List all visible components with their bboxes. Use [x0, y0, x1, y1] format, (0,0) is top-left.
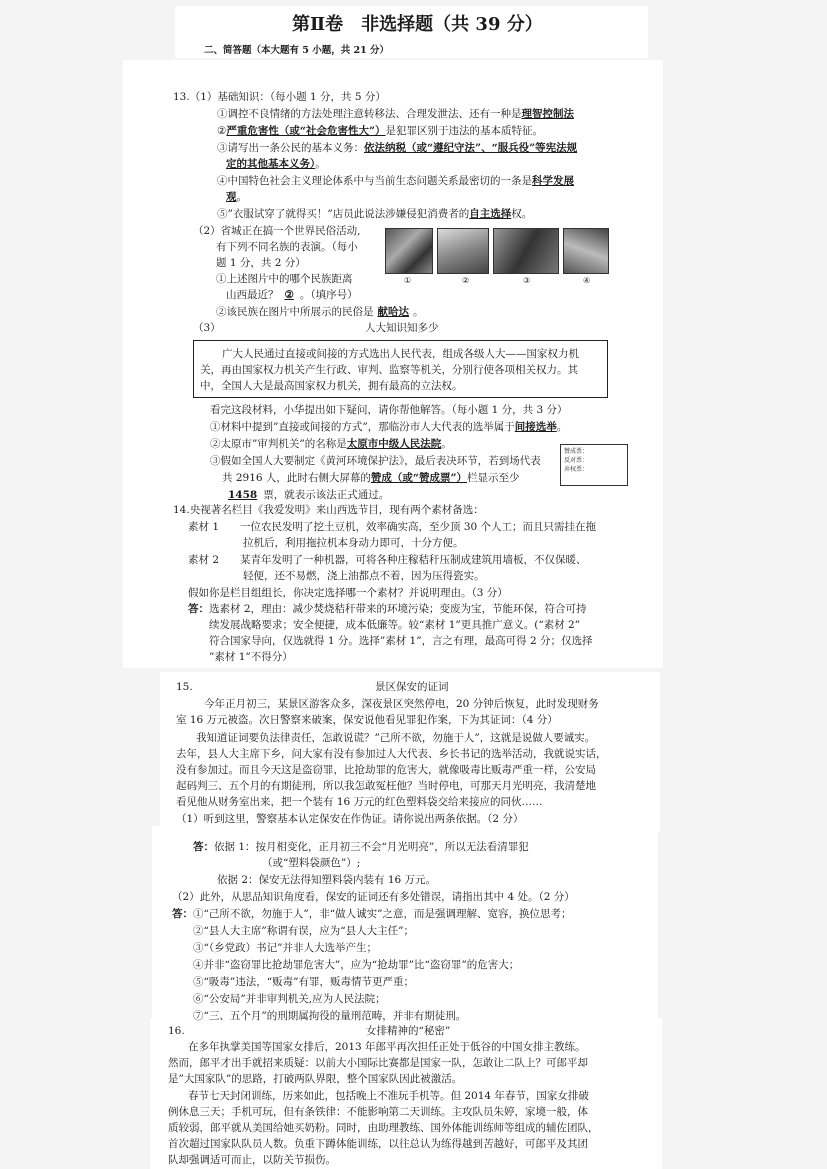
- q13-item5-answer: 自主选择: [469, 208, 512, 220]
- photo-label-1: ①: [404, 276, 412, 285]
- q13-part2-line2: 有下列不同名族的表演。（每小: [216, 241, 358, 253]
- q13-part2-q1: ①上述图片中的哪个民族距离: [216, 273, 353, 285]
- q13-part3-prompt: 看完这段材料，小华提出如下疑问，请你帮他解答。（每小题 1 分，共 3 分）: [210, 404, 568, 416]
- box-line3: 中，全国人大是最高国家权力机关，拥有最高的立法权。: [200, 380, 463, 392]
- q14-answer-label: 答：: [188, 603, 209, 615]
- q13-part2-q1-cont: [226, 288, 358, 302]
- box-line1: 广大人民通过直接或间接的方式选出人民代表，组成各级人大——国家权力机: [222, 348, 579, 360]
- q13-part3-q3-votes: 1458: [228, 489, 258, 501]
- q15-testimony3: 没有参加过。而且今天这是盗窃罪，比抢劫罪的危害大，就像吸毒比贩毒严重一样，公安局: [176, 764, 596, 776]
- q13-part3-num: （3）: [193, 322, 221, 334]
- q13-part3-q3-cont: [222, 471, 520, 485]
- q14-material1-line2: 拉机后，利用拖拉机本身动力即可，十分方便。: [243, 537, 464, 549]
- q16-line1: 在多年执掌美国等国家女排后，2013 年郎平再次担任正处于低谷的中国女排主教练。: [188, 1041, 586, 1053]
- q13-item1: [217, 107, 574, 121]
- q15-num: 15.: [176, 681, 193, 693]
- q14-answer-line2: 续发展战略要求；安全便捷，成本低廉等。较“素材 1”更具推广意义。(“素材 2”: [209, 619, 581, 631]
- q13-part3-q3-cont2: [222, 488, 389, 502]
- q14-material2-line1: 某青年发明了一种机器，可将各种庄稼秸秆压制成建筑用墙板，不仅保暖、: [240, 554, 587, 566]
- folk-photo-3: [493, 228, 559, 274]
- q16-line7: 首次超过国家队队员人数。负重下蹲体能训练，以往总认为练得越到苦越好，可郎平及其团: [168, 1138, 588, 1150]
- q13-item3-text: ③请写出一条公民的基本义务：: [217, 142, 364, 154]
- q13-intro: 13.（1）基础知识：（每小题 1 分，共 5 分）: [173, 91, 386, 103]
- photo-label-4: ④: [583, 276, 591, 285]
- q13-part2-line3: 题 1 分，共 2 分）: [216, 257, 306, 269]
- q13-part2-q1-text: 山西最近？: [226, 289, 279, 301]
- q13-part2-q2-text: ②该民族在图片中所展示的民俗是: [216, 306, 374, 318]
- q13-item2-text: 是犯罪区别于违法的基本质特征。: [385, 125, 544, 137]
- q14-answer-line3: 符合国家导向，仅选就得 1 分。选择”素材 1”，言之有理，最高可得 2 分；仅选择: [209, 635, 593, 647]
- q13-item5-end: 权。: [511, 208, 533, 220]
- vote-screen-yes: 赞成票：: [564, 448, 589, 455]
- q13-item4: [217, 174, 574, 188]
- q13-part2-q1-answer: ②: [284, 289, 294, 301]
- photo-label-2: ②: [462, 276, 470, 285]
- vote-screen-no: 反对票：: [564, 457, 589, 464]
- q15-error5: ⑤“吸毒”违法，“贩毒”有罪，贩毒情节更严重；: [193, 976, 414, 988]
- q16-line3: 是”大国家队”的思路，打破两队界限，整个国家队因此被激活。: [168, 1073, 463, 1085]
- vote-screen: [560, 444, 628, 486]
- q14-question: 假如你是栏目组组长，你决定选择哪一个素材？并说明理由。（3 分）: [188, 587, 508, 599]
- q13-part2-q2: [216, 305, 424, 319]
- photo-label-3: ③: [523, 276, 531, 285]
- q15-title: 景区保安的证词: [375, 681, 449, 693]
- q15-para1: 今年正月初三，某景区游客众多，深夜景区突然停电，20 分钟后恢复，此时发现财务: [204, 698, 599, 710]
- section-heading: 二、简答题（本大题有 5 小题，共 21 分）: [204, 45, 390, 56]
- q16-title: 女排精神的“秘密”: [366, 1025, 451, 1037]
- q13-part3-q2: [210, 437, 452, 451]
- page-title: 第Ⅱ卷 非选择题（共 39 分）: [292, 14, 543, 35]
- q15-para2: 室 16 万元被盗。次日警察来破案，保安说他看见罪犯作案，下为其证词：（4 分）: [176, 714, 558, 726]
- q13-item3-cont: [226, 157, 326, 171]
- q15-answer2-label: 答：: [172, 908, 193, 920]
- q13-item5-text: ⑤”衣服试穿了就得买！”店员此说法涉嫌侵犯消费者的: [217, 208, 470, 220]
- q13-item3: [217, 141, 577, 155]
- q14-intro: 14.央视著名栏目《我爱发明》来山西选节目，现有两个素材备选：: [173, 504, 484, 516]
- q15-question2: （2）此外，从思品知识角度看，保安的证词还有多处错误，请指出其中 4 处。（2 分）: [172, 891, 575, 903]
- q15-error6: ⑥“公安局”并非审判机关,应为人民法院；: [193, 993, 386, 1005]
- q15-error4: ④并非“盗窃罪比抢劫罪危害大”，应为“抢劫罪”比“盗窃罪”的危害大；: [193, 959, 520, 971]
- q13-part3-q2-text: ②太原市”审判机关”的名称是: [210, 438, 347, 450]
- q13-part2-q2-end: 。: [413, 306, 424, 318]
- folk-photo-2: [437, 228, 489, 274]
- npc-material-box: [193, 340, 608, 398]
- q15-question1: （1）听到这里，警察基本认定保安在作伪证。请你说出两条依据。（2 分）: [176, 813, 524, 825]
- q13-part3-q3: ③假如全国人大要制定《黄河环境保护法》，最后表决环节，若到场代表: [210, 455, 541, 467]
- q14-material1-label: 素材 1: [188, 521, 220, 533]
- q13-item4-text: ④中国特色社会主义理论体系中与当前生态问题关系最密切的一条是: [217, 175, 532, 187]
- q13-item3-answer: 依法纳税（或“遵纪守法”、“服兵役”等宪法规: [364, 142, 578, 154]
- q15-testimony5: 看见他从财务室出来，把一个装有 16 万元的红色塑料袋交给来接应的同伙……: [176, 796, 543, 808]
- q13-item2-answer: 严重危害性（或“社会危害性大”）: [226, 125, 386, 137]
- q13-part3-q2-end: 。: [441, 438, 452, 450]
- q16-num: 16.: [168, 1025, 185, 1037]
- q13-part3-q3-answer: 赞成（或“赞成票”）: [370, 472, 467, 484]
- q15-answer1-cont: （或“塑料袋颜色”）;: [262, 857, 361, 869]
- q16-line4: 春节七天封闭训练，历来如此，包括晚上不准玩手机等。但 2014 年春节，国家女排破: [188, 1090, 589, 1102]
- q13-part3-q2-answer: 太原市中级人民法院: [346, 438, 442, 450]
- q14-material1-line1: 一位农民发明了挖土豆机，效率确实高，至少顶 30 个人工；而且只需挂在拖: [240, 521, 597, 533]
- q13-part3-q3-end: 票，就表示该法正式通过。: [263, 489, 390, 501]
- q15-error7: ⑦“三、五个月”的刑期属拘役的量刑范畴，并非有期徒刑。: [193, 1010, 467, 1022]
- q15-error3: ③“（乡党政）书记”并非人大选举产生；: [193, 942, 377, 954]
- q13-part3-q1: [210, 420, 567, 434]
- q14-material2-label: 素材 2: [188, 554, 220, 566]
- q16-line6: 质较弱，郎平就从美国给她买奶粉。同时，由助理教练、国外体能训练师等组成的辅佐团队，: [168, 1122, 599, 1134]
- q16-line5: 例休息三天；手机可玩，但有条铁律：不能影响第二天训练。主攻队员朱婷，家境一般，体: [168, 1106, 588, 1118]
- q13-item3-end: 。: [315, 158, 326, 170]
- q14-answer-line1: 选素材 2，理由：减少焚烧秸秆带来的环境污染；变废为宝，节能环保，符合可持: [209, 603, 587, 615]
- q13-item4-end: 。: [236, 191, 247, 203]
- folk-photo-4: [563, 228, 609, 274]
- q14-material2-line2: 轻便，还不易燃，浇上油都点不着，因为压得瓷实。: [243, 570, 485, 582]
- q13-item4-answer-cont: 观: [226, 191, 237, 203]
- q13-item4-cont: [226, 190, 247, 204]
- q15-answer-label: 答：: [193, 841, 214, 853]
- q15-error2: ②“县人大主席”称谓有误，应为“县人大主任”；: [193, 925, 414, 937]
- q15-testimony1: 我知道证词要负法律责任，怎敢说谎？”己所不欲，勿施于人”，这就是说做人要诚实。: [196, 732, 596, 744]
- q13-item1-text: ①调控不良情绪的方法处理注意转移法、合理发泄法、还有一种是: [217, 108, 522, 120]
- box-line2: 关，再由国家权力机关产生行政、审判、监察等机关，分别行使各项相关权力。其: [200, 364, 578, 376]
- folk-photo-1: [385, 228, 433, 274]
- q16-line8: 队却强调适可而止，以防关节损伤。: [168, 1154, 336, 1166]
- q13-item3-answer-cont: 定的其他基本义务）: [226, 158, 316, 170]
- q15-testimony4: 起码判三、五个月的有期徒刑，所以我怎敢冤枉他？当时停电，可那天月光明亮，我清楚地: [176, 780, 596, 792]
- q13-part3-q1-text: ①材料中提到”直接或间接的方式”，那临汾市人大代表的选举属于: [210, 421, 515, 433]
- q13-part2-line1: （2）省城正在搞一个世界民俗活动,: [193, 225, 361, 237]
- q15-answer1: 依据 1：按月相变化，正月初三不会“月光明亮”，所以无法看清罪犯: [214, 841, 529, 853]
- q13-item2: [217, 124, 543, 138]
- q13-part3-title: 人大知识知多少: [365, 322, 439, 334]
- q15-testimony2: 去年，县人大主席下乡，问大家有没有参加过人大代表、乡长书记的选举活动，我就说实话，: [176, 748, 607, 760]
- q13-part3-q3-text: 共 2916 人，此时右侧大屏幕的: [222, 472, 371, 484]
- q13-item5: [217, 207, 532, 221]
- q15-answer2: 依据 2：保安无法得知塑料袋内装有 16 万元。: [217, 874, 437, 886]
- q15-error1: ①“己所不欲，勿施于人”，非“做人诚实”之意，而是强调理解、宽容，换位思考；: [193, 908, 572, 920]
- q13-item2-num: ②: [217, 125, 227, 137]
- q13-part3-q1-answer: 间接选举: [514, 421, 557, 433]
- q13-part2-q1-end: 。（填序号）: [299, 289, 358, 301]
- q13-part2-q2-answer: 献哈达: [377, 306, 409, 318]
- vote-screen-abstain: 弃权票：: [564, 466, 589, 473]
- q16-line2: 然而，郎平才出手就招来质疑：以前大小国际比赛都是国家一队，怎敢让二队上？可郎平却: [168, 1057, 588, 1069]
- q13-item4-answer: 科学发展: [532, 175, 574, 187]
- q13-item1-answer: 理智控制法: [521, 108, 574, 120]
- q13-part3-q3-text2: 栏显示至少: [467, 472, 520, 484]
- q13-part3-q1-end: 。: [556, 421, 568, 433]
- q14-answer-line4: ”素材 1”不得分）: [209, 651, 293, 663]
